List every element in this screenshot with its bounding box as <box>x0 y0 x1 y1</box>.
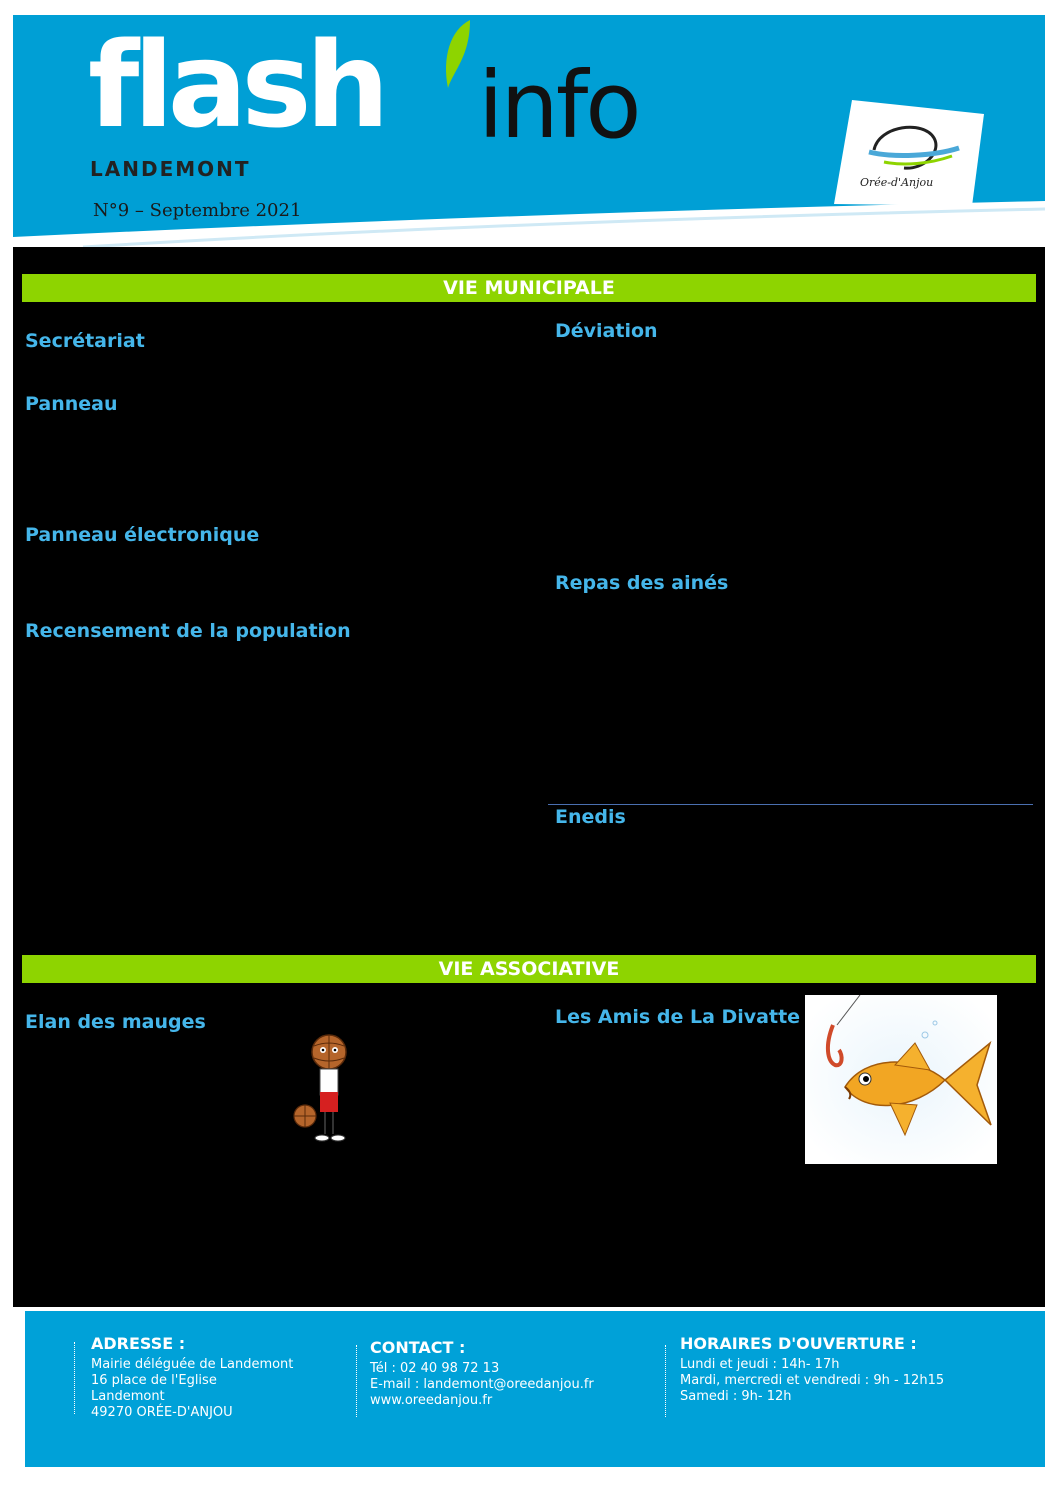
footer-separator <box>74 1342 75 1414</box>
footer-address-title: ADRESSE : <box>91 1334 186 1353</box>
contact-email[interactable]: E-mail : landemont@oreedanjou.fr <box>370 1377 594 1392</box>
footer-hours <box>680 1357 944 1405</box>
hours-line: Mardi, mercredi et vendredi : 9h - 12h15 <box>680 1373 945 1388</box>
basketball-mascot-icon <box>292 1030 362 1150</box>
fish-icon <box>805 995 997 1164</box>
footer-contact <box>370 1361 594 1409</box>
address-line: Mairie déléguée de Landemont <box>91 1357 294 1372</box>
address-line: 49270 ORÉE-D'ANJOU <box>91 1405 233 1420</box>
logo-info: info <box>478 52 639 159</box>
footer-hours-title: HORAIRES D'OUVERTURE : <box>680 1334 917 1353</box>
heading-recensement: Recensement de la population <box>25 620 351 642</box>
hours-line: Lundi et jeudi : 14h- 17h <box>680 1357 840 1372</box>
heading-repas-aines: Repas des ainés <box>555 572 729 594</box>
contact-phone: Tél : 02 40 98 72 13 <box>370 1361 500 1376</box>
heading-panneau-electronique: Panneau électronique <box>25 524 260 546</box>
badge-text: Orée-d'Anjou <box>860 176 934 189</box>
heading-panneau: Panneau <box>25 393 118 415</box>
logo-flash: flash <box>88 16 384 154</box>
divider <box>548 804 1033 805</box>
footer-edge <box>13 1307 25 1467</box>
footer-separator <box>356 1345 357 1417</box>
heading-amis-divatte: Les Amis de La Divatte <box>555 1006 801 1028</box>
footer-separator <box>665 1345 666 1417</box>
contact-website[interactable]: www.oreedanjou.fr <box>370 1393 493 1408</box>
footer-address <box>91 1357 293 1421</box>
heading-enedis: Enedis <box>555 806 626 828</box>
hours-line: Samedi : 9h- 12h <box>680 1389 792 1404</box>
heading-deviation: Déviation <box>555 320 658 342</box>
oree-danjou-logo <box>834 100 984 210</box>
heading-elan-des-mauges: Elan des mauges <box>25 1011 206 1033</box>
address-line: Landemont <box>91 1389 165 1404</box>
issue-number: N°9 – Septembre 2021 <box>93 200 302 221</box>
fish-illustration <box>805 995 997 1164</box>
address-line: 16 place de l'Eglise <box>91 1373 217 1388</box>
footer-contact-title: CONTACT : <box>370 1338 466 1357</box>
heading-secretariat: Secrétariat <box>25 330 145 352</box>
town-name: LANDEMONT <box>90 157 251 181</box>
section-banner-vie-associative: VIE ASSOCIATIVE <box>22 955 1036 983</box>
leaf-apostrophe-icon <box>440 18 480 98</box>
section-banner-vie-municipale: VIE MUNICIPALE <box>22 274 1036 302</box>
